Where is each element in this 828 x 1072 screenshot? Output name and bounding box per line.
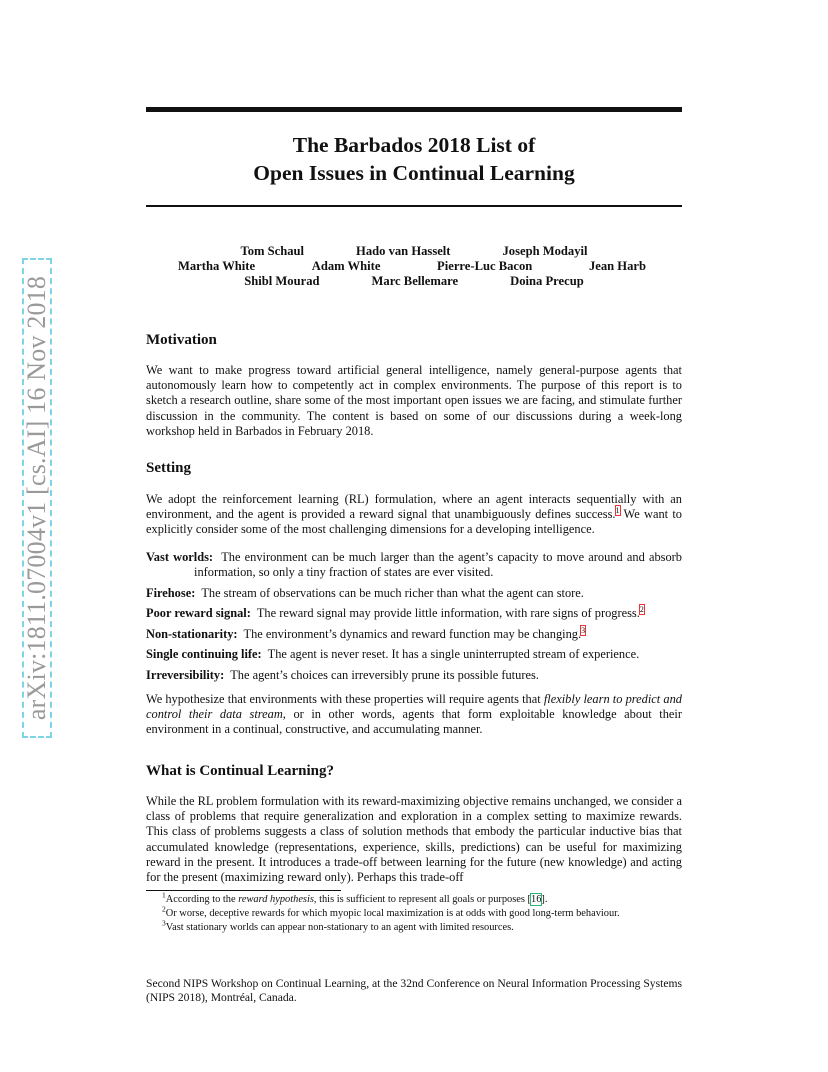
citation-link-16[interactable]: 16: [531, 894, 542, 905]
footnote-number: 2: [162, 904, 166, 914]
continual-learning-paragraph: While the RL problem formulation with its reward-maximizing objective remains unchanged, we consider a class of problems that require generalization and exploration in a complex setting to maximize rewards. This class of problems suggests a class of solution methods that embody the particular inductive bias that accumulated knowledge (representations, experience, skills, predictions) can be useful for maximizing reward in the present. It introduces a trade-off between learning for the future (new knowledge) and acting for the present (maximizing reward only). Perhaps this trade-off: [146, 794, 682, 885]
author: Tom Schaul: [240, 244, 305, 258]
author-list: [146, 244, 682, 289]
dimension-desc: The agent is never reset. It has a single uninterrupted stream of experience.: [267, 647, 640, 662]
hypothesis-emphasis: flexibly learn to predict and control their data stream: [146, 692, 682, 722]
setting-text-2: We want to explicitly consider some of the most challenging dimensions for a developing intelligence.: [146, 507, 682, 537]
section-heading-setting: Setting: [146, 460, 191, 476]
dimension-desc: The environment’s dynamics and reward function may be changing.: [243, 626, 582, 641]
author: Shibl Mourad: [244, 274, 320, 288]
footnote-emphasis: reward hypothesis: [238, 894, 314, 905]
footnote-3: [146, 918, 682, 934]
arxiv-identifier-stamp[interactable]: [22, 258, 52, 738]
dimension-desc: The reward signal may provide little information, with rare signs of progress.: [256, 606, 640, 621]
dimension-item: [146, 627, 682, 642]
dimension-item: [146, 668, 682, 683]
setting-paragraph: [146, 492, 682, 538]
author: Doina Precup: [510, 274, 584, 288]
author-row-3: [146, 274, 682, 289]
author: Adam White: [311, 259, 381, 273]
dimension-term: Single continuing life:: [146, 647, 262, 662]
hypothesis-text-1: We hypothesize that environments with these properties will require agents that: [146, 692, 544, 706]
dimension-term: Vast worlds:: [146, 550, 214, 564]
author: Hado van Hasselt: [356, 244, 451, 258]
arxiv-identifier: arXiv:1811.07004v1 [cs.AI] 16 Nov 2018: [22, 275, 51, 721]
venue-note: Second NIPS Workshop on Continual Learning, at the 32nd Conference on Neural Information Processing Systems (NIPS 2018), Montréal, Canada.: [146, 977, 682, 1004]
author: Marc Bellemare: [371, 274, 459, 288]
footnote-link-1[interactable]: 1: [615, 506, 620, 516]
dimension-item: [146, 586, 682, 601]
challenge-dimensions-list: [146, 550, 682, 688]
setting-text-1: We adopt the reinforcement learning (RL) formulation, where an agent interacts sequentially with an environment, and the agent is provided a reward signal that unambiguously defines success.: [146, 492, 682, 522]
dimension-item: [146, 550, 682, 580]
title-line-1: The Barbados 2018 List of: [292, 133, 536, 157]
dimension-item: [146, 606, 682, 621]
dimension-desc: The stream of observations can be much richer than what the agent can store.: [201, 585, 584, 600]
dimension-term: Non-stationarity:: [146, 626, 238, 641]
hypothesis-text-2: , or in other words, agents that form exploitable knowledge about their environment in a continual, constructive, and accumulating manner.: [146, 707, 682, 737]
footnote-rule: [146, 890, 341, 891]
footnote-text: , this is sufficient to represent all goals or purposes [: [313, 894, 532, 905]
hypothesis-paragraph: [146, 692, 682, 738]
author-row-2: [146, 259, 682, 274]
dimension-term: Irreversibility:: [146, 667, 225, 682]
author: Joseph Modayil: [502, 244, 588, 258]
author: Martha White: [178, 259, 256, 273]
dimension-desc: The agent’s choices can irreversibly prune its possible futures.: [230, 667, 539, 682]
motivation-paragraph: We want to make progress toward artificial general intelligence, namely general-purpose agents that autonomously learn how to competently act in complex environments. The purpose of this report is to sketch a research outline, share some of the most important open issues we are facing, and stimulate further discussion in the community. The content is based on some of our discussions during a week-long workshop held in Barbados in February 2018.: [146, 363, 682, 438]
paper-title: [146, 131, 682, 187]
dimension-desc: The environment can be much larger than the agent’s capacity to move around and absorb information, so only a tiny fraction of states are ever visited.: [194, 550, 682, 580]
section-heading-motivation: Motivation: [146, 332, 217, 348]
footnote-2: [146, 904, 682, 920]
footnote-text: Vast stationary worlds can appear non-stationary to an agent with limited resources.: [165, 922, 514, 933]
dimension-term: Poor reward signal:: [146, 606, 251, 621]
section-heading-continual-learning: What is Continual Learning?: [146, 763, 334, 779]
footnote-number: 1: [162, 890, 166, 900]
footnote-text: Or worse, deceptive rewards for which myopic local maximization is at odds with good long-term behaviour.: [165, 908, 620, 919]
footnote-1: [146, 890, 682, 906]
dimension-item: [146, 647, 682, 662]
footnote-number: 3: [162, 918, 166, 928]
footnote-link-3[interactable]: 3: [581, 625, 586, 635]
title-rule-top: [146, 107, 682, 112]
footnote-text: ].: [541, 894, 548, 905]
footnote-text: According to the: [165, 894, 239, 905]
title-line-2: Open Issues in Continual Learning: [253, 161, 575, 185]
dimension-term: Firehose:: [146, 585, 196, 600]
footnote-link-2[interactable]: 2: [639, 605, 644, 615]
author-row-1: [146, 244, 682, 259]
title-rule-bottom: [146, 205, 682, 207]
author: Jean Harb: [588, 259, 646, 273]
author: Pierre-Luc Bacon: [437, 259, 533, 273]
footnotes: [146, 890, 682, 935]
